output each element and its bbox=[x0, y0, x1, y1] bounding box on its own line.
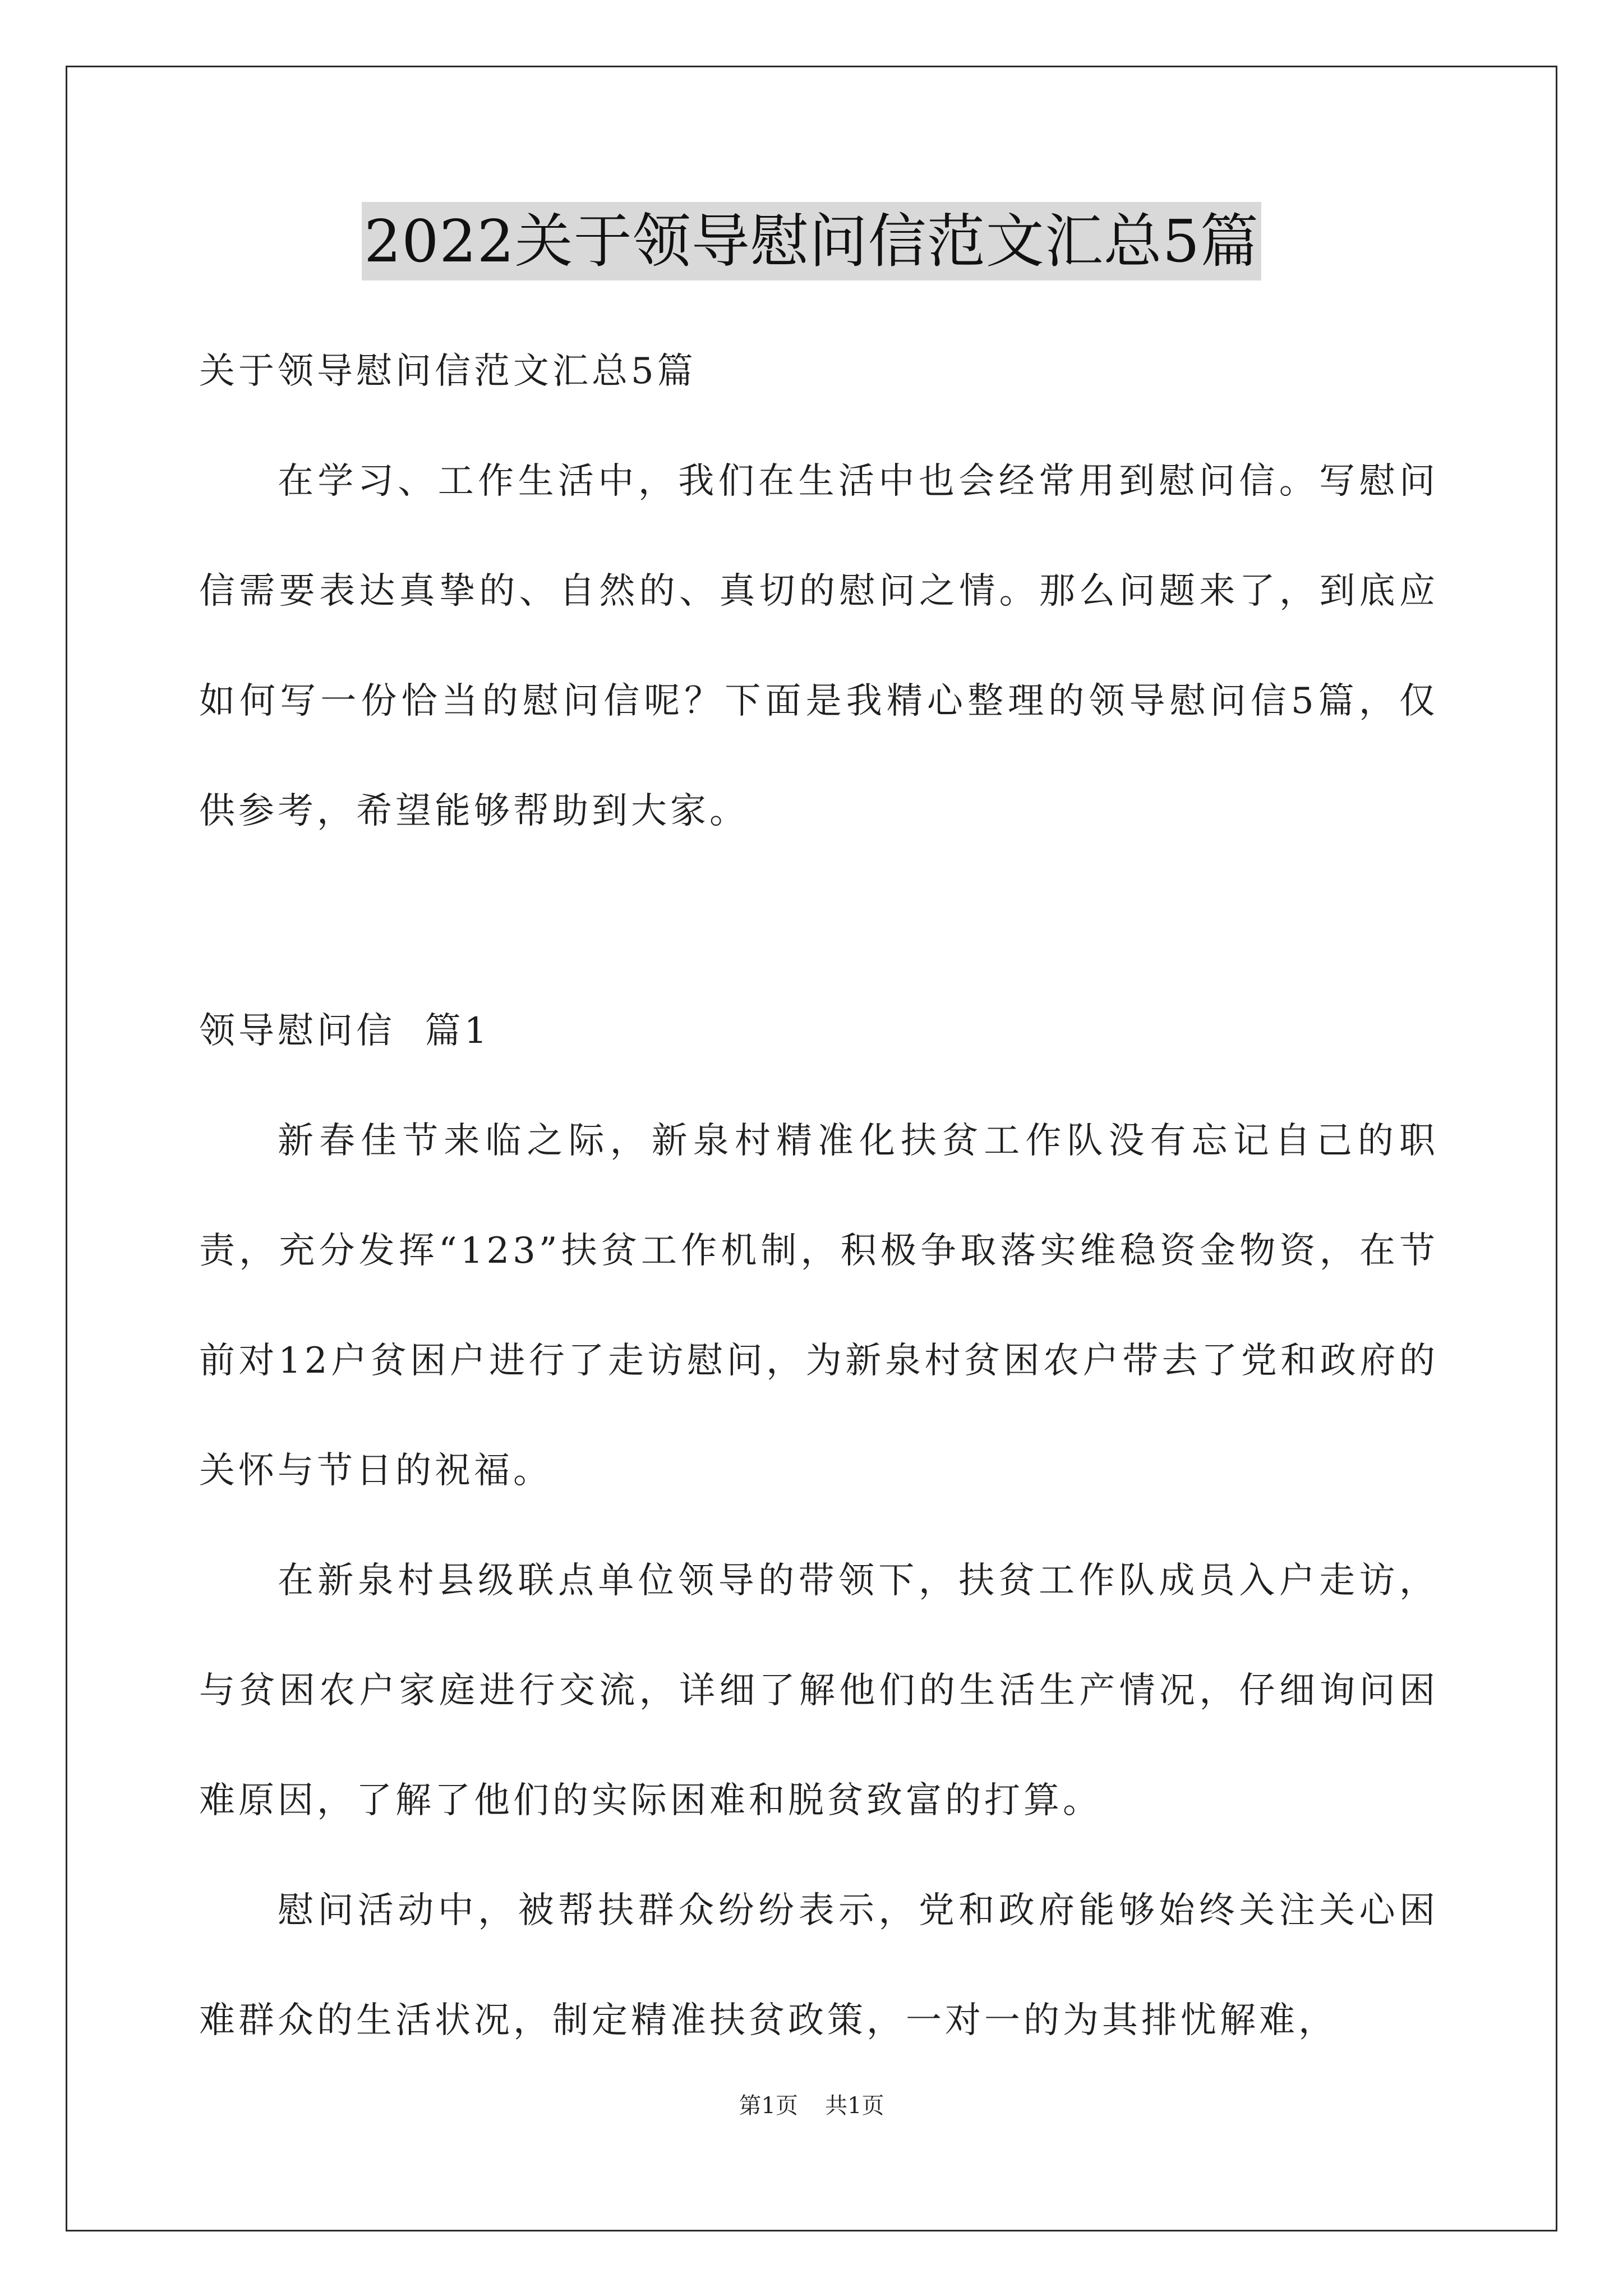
body-paragraph-2: 在新泉村县级联点单位领导的带领下，扶贫工作队成员入户走访，与贫困农户家庭进行交流，详细了解他们的生活生产情况，仔细询问困难原因，了解了他们的实际困难和脱贫致富的打算。 bbox=[199, 1560, 1438, 1821]
document-title: 2022关于领导慰问信范文汇总5篇 bbox=[362, 202, 1261, 280]
page-number-label: 第1页 bbox=[739, 2093, 798, 2119]
body-paragraph-1: 新春佳节来临之际，新泉村精准化扶贫工作队没有忘记自己的职责，充分发挥“123”扶贫工作机制，积极争取落实维稳资金物资，在节前对12户贫困户进行了走访慰问，为新泉村贫困农户带去了党和政府的关怀与节日的祝福。 bbox=[199, 1120, 1438, 1492]
intro-paragraph: 在学习、工作生活中，我们在生活中也会经常用到慰问信。写慰问信需要表达真挚的、自然的、真切的慰问之情。那么问题来了，到底应如何写一份恰当的慰问信呢？下面是我精心整理的领导慰问信5篇，仅供参考，希望能够帮助到大家。 bbox=[199, 461, 1438, 832]
page-footer bbox=[0, 2088, 1623, 2120]
section-heading: 领导慰问信 篇1 bbox=[199, 1010, 491, 1052]
page-total-label: 共1页 bbox=[825, 2093, 884, 2119]
document-title-container bbox=[0, 202, 1623, 280]
body-paragraph-3: 慰问活动中，被帮扶群众纷纷表示，党和政府能够始终关注关心困难群众的生活状况，制定精准扶贫政策，一对一的为其排忧解难， bbox=[199, 1890, 1438, 2041]
document-body bbox=[199, 316, 1438, 2076]
document-subtitle: 关于领导慰问信范文汇总5篇 bbox=[199, 351, 697, 392]
